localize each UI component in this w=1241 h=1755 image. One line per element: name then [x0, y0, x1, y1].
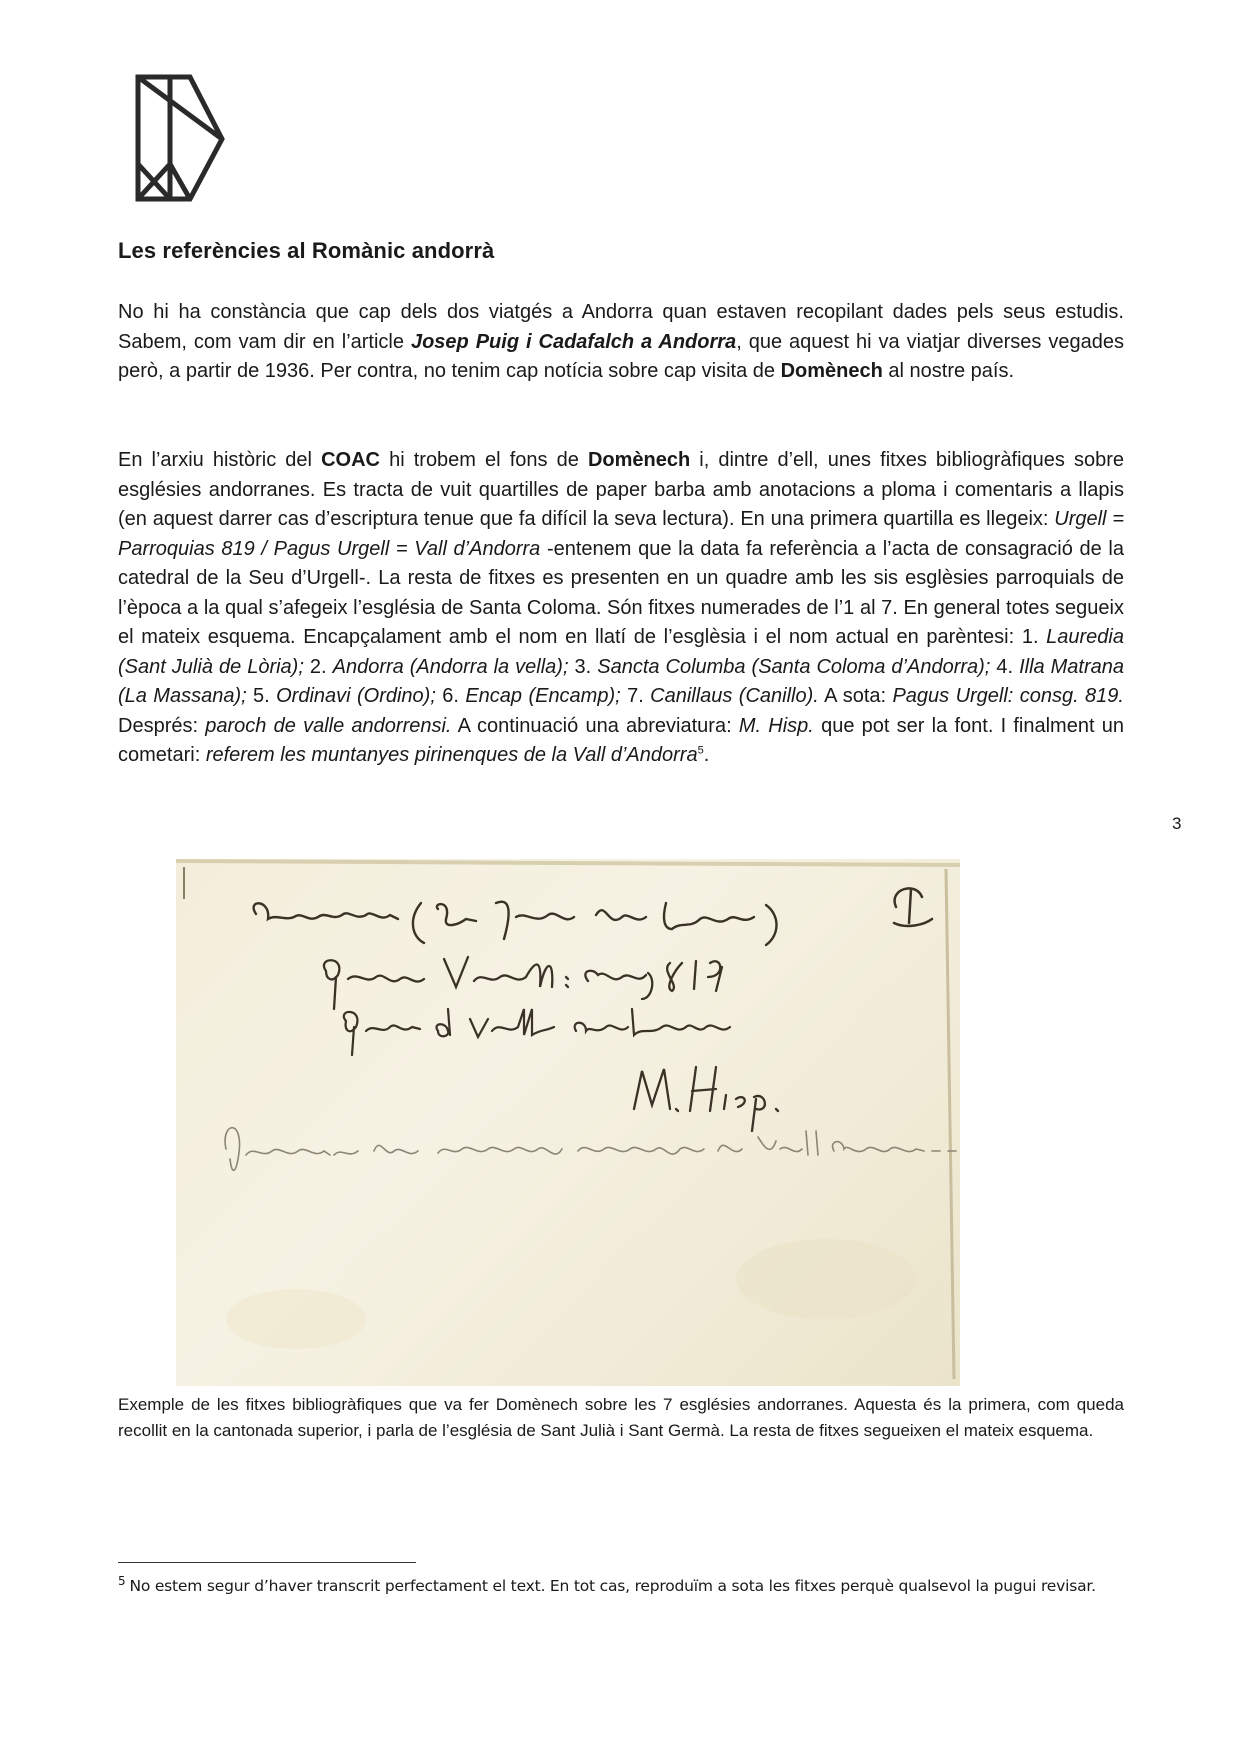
footnote-reference[interactable]: 5	[697, 744, 704, 757]
page-number: 3	[1172, 814, 1182, 833]
footnote-number: 5	[118, 1574, 126, 1588]
footnote	[118, 1574, 1096, 1595]
handwriting-scribbles	[176, 859, 960, 1386]
image-caption: Exemple de les fitxes bibliogràfiques que va fer Domènech sobre les 7 esglésies andorranes. Aquesta és la primera, com queda recollit en la cantonada superior, i parla de l’església de Sant Julià i Sant Germà. La resta de fitxes segueixen el mateix esquema.	[118, 1395, 1124, 1440]
footnote-text: No estem segur d’haver transcrit perfectament el text. En tot cas, reproduïm a sota les fitxes perquè qualsevol la pugui revisar.	[129, 1577, 1096, 1595]
handwritten-index-card-image	[176, 859, 960, 1386]
section-title: Les referències al Romànic andorrà	[118, 238, 495, 263]
intro-paragraph: No hi ha constància que cap dels dos viatgés a Andorra quan estaven recopilant dades pels seus estudis. Sabem, com vam dir en l’article Josep Puig i Cadafalch a Andorra, que aquest hi va viatjar diverses vegades però, a partir de 1936. Per contra, no tenim cap notícia sobre cap visita de Domènech al nostre país.	[118, 301, 1124, 382]
footnote-divider	[118, 1562, 416, 1563]
geometric-d-logo-icon	[135, 74, 225, 202]
logo	[135, 74, 225, 202]
article-link-title: Josep Puig i Cadafalch a Andorra	[410, 330, 737, 353]
archive-paragraph: En l’arxiu històric del COAC hi trobem el fons de Domènech i, dintre d’ell, unes fitxes bibliogràfiques sobre esglésies andorranes. Es tracta de vuit quartilles de paper barba amb anotacions a ploma i comentaris a llapis (en aquest darrer cas d’escriptura tenue que fa difícil la seva lectura). En una primera quartilla es llegeix: Urgell = Parroquias 819 / Pagus Urgell = Vall d’Andorra -entenem que la data fa referència a l’acta de consagració de la catedral de la Seu d’Urgell-. La resta de fitxes es presenten en un quadre amb les sis esglèsies parroquials de l’època a la qual s’afegeix l’església de Santa Coloma. Són fitxes numerades de l’1 al 7. En general totes segueix el mateix esquema. Encapçalament amb el nom en llatí de l’esglèsia i el nom actual en parèntesi: 1. Lauredia (Sant Julià de Lòria); 2. Andorra (Andorra la vella); 3. Sancta Columba (Santa Coloma d’Andorra); 4. Illa Matrana (La Massana); 5. Ordinavi (Ordino); 6. Encap (Encamp); 7. Canillaus (Canillo). A sota: Pagus Urgell: consg. 819. Després: paroch de valle andorrensi. A continuació una abreviatura: M. Hisp. que pot ser la font. I finalment un cometari: referem les muntanyes pirinenques de la Vall d’Andorra$^5$.	[118, 449, 1125, 766]
